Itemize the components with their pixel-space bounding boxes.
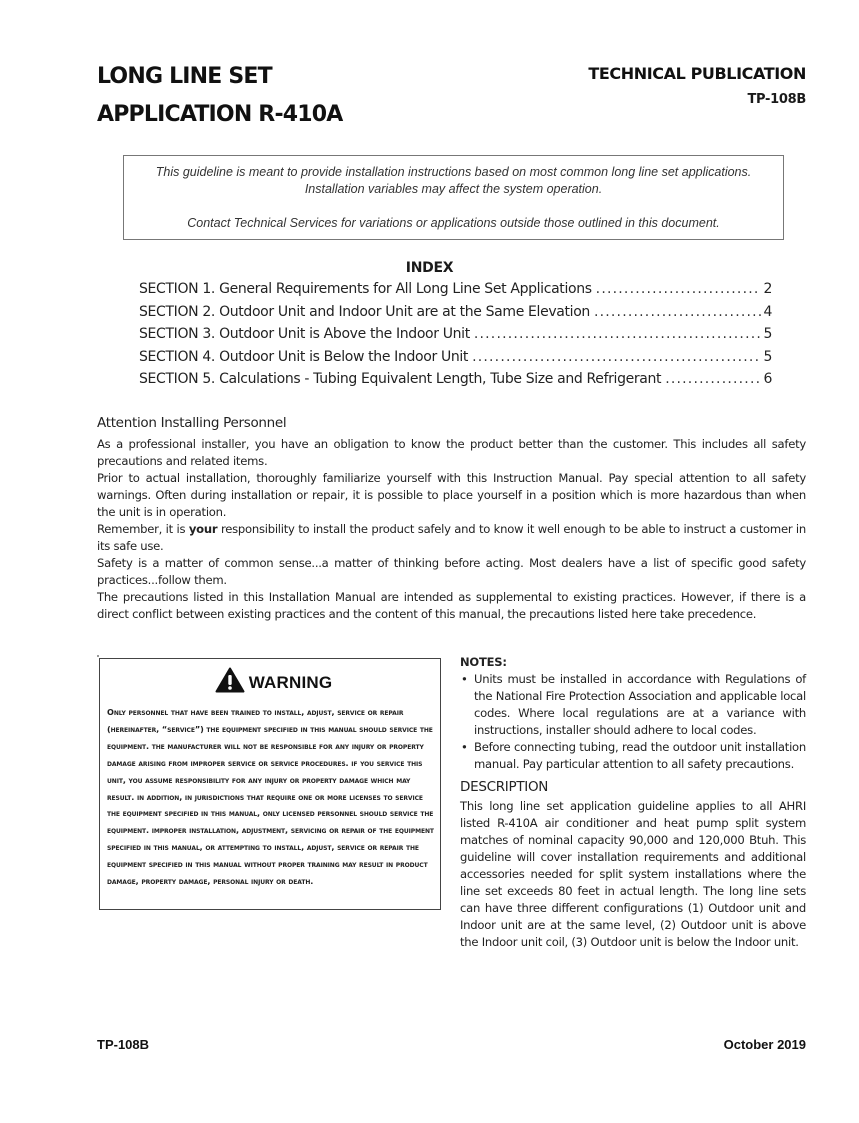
document-title-line-1: LONG LINE SET	[97, 64, 272, 89]
index-item-page: 5	[763, 348, 772, 365]
bullet-icon: •	[461, 672, 468, 686]
leader-dots	[594, 304, 761, 320]
attention-heading: Attention Installing Personnel	[97, 415, 287, 431]
leader-dots	[665, 371, 761, 387]
margin-dot	[97, 655, 99, 657]
index-item-label: SECTION 1. General Requirements for All Long Line Set Applications	[139, 281, 592, 297]
index-item-section-1[interactable]	[139, 281, 772, 304]
footer-code: TP-108B	[97, 1037, 150, 1052]
text-run: Remember, it is	[97, 522, 189, 537]
attention-paragraph-3	[97, 521, 806, 555]
right-column	[460, 655, 806, 951]
warning-triangle-icon	[215, 667, 245, 698]
index-item-page: 6	[763, 371, 772, 388]
index-item-label: SECTION 3. Outdoor Unit is Above the Indoor Unit	[139, 326, 470, 343]
warning-box	[99, 658, 441, 910]
bullet-icon: •	[461, 740, 468, 754]
emphasis-your: your	[188, 522, 218, 537]
notice-line-1: This guideline is meant to provide installation instructions based on most common long line set applications.	[155, 165, 752, 179]
warning-header	[113, 667, 434, 698]
index-item-section-2[interactable]	[139, 304, 772, 327]
publication-code: TP-108B	[747, 92, 806, 107]
document-title-line-2: APPLICATION R-410A	[97, 102, 343, 127]
index-item-section-3[interactable]	[139, 326, 772, 349]
leader-dots	[472, 349, 761, 365]
index-item-label: SECTION 4. Outdoor Unit is Below the Indoor Unit	[139, 348, 469, 365]
index-item-section-5[interactable]	[139, 371, 772, 394]
index-item-section-4[interactable]	[139, 349, 772, 372]
note-text: Units must be installed in accordance with Regulations of the National Fire Protection Association and applicable local codes. Where local regulations are at a variance with instructions, installer should adhere to local codes.	[474, 672, 806, 737]
text-run: responsibility to install the product safely and to know it well enough to be able to instruct a customer in its safe use.	[97, 522, 806, 554]
notes-heading: NOTES:	[460, 655, 507, 669]
description-heading: DESCRIPTION	[460, 779, 549, 795]
index-item-page: 4	[763, 303, 772, 320]
attention-paragraph-2: Prior to actual installation, thoroughly familiarize yourself with this Instruction Manual. Pay special attention to all safety warnings. Often during installation or repair, it is possible to place yourself in a position which is more hazardous than when the unit is in operation.	[97, 471, 806, 520]
attention-paragraph-4: Safety is a matter of common sense...a matter of thinking before acting. Most dealers have a list of specific good safety practices...follow them.	[97, 556, 806, 588]
notice-box	[123, 155, 784, 240]
index-item-label: SECTION 5. Calculations - Tubing Equivalent Length, Tube Size and Refrigerant	[139, 371, 662, 388]
notes-list	[460, 671, 806, 773]
warning-text: Only personnel that have been trained to install, adjust, service or repair (hereinafter, “service”) the equipment specified in this manual should service the equipment. the manufacturer will not be responsible for any injury or property damage arising from improper service or service procedures. if you service this unit, you assume responsibility for any injury or property damage which may result. in addition, in jurisdictions that require one or more licenses to service the equipment specified in this manual, only licensed personnel should service the equipment. improper installation, adjustment, servicing or repair of the equipment specified in this manual, or attempting to install, adjust, service or repair the equipment specified in this manual without proper training may result in product damage, property damage, personal injury or death.	[107, 707, 434, 887]
leader-dots	[474, 326, 762, 342]
note-text: Before connecting tubing, read the outdoor unit installation manual. Pay particular attention to all safety precautions.	[474, 740, 806, 771]
attention-paragraph-1: As a professional installer, you have an obligation to know the product better than the customer. This includes all safety precautions and related items.	[97, 437, 806, 469]
index-list	[139, 281, 772, 394]
attention-body	[97, 436, 806, 624]
leader-dots	[596, 281, 762, 297]
index-title: INDEX	[405, 260, 454, 276]
notice-line-2: Installation variables may affect the system operation.	[304, 182, 603, 196]
attention-paragraph-5: The precautions listed in this Installation Manual are intended as supplemental to existing practices. However, if there is a direct conflict between existing practices and the content of this manual, the precautions listed here take precedence.	[97, 590, 806, 622]
note-item	[460, 671, 806, 739]
note-item	[460, 739, 806, 773]
footer-date: October 2019	[723, 1037, 806, 1052]
publication-type: TECHNICAL PUBLICATION	[588, 64, 806, 83]
warning-label: WARNING	[248, 672, 333, 692]
description-text: This long line set application guideline applies to all AHRI listed R-410A air conditioner and heat pump split system matches of nominal capacity 90,000 and 120,000 Btuh. This guideline will cover installation requirements and additional accessories needed for split system installations where the line set exceeds 80 feet in actual length. The long line sets can have three different configurations (1) Outdoor unit and Indoor unit are at the same level, (2) Outdoor unit is above the Indoor unit coil, (3) Outdoor unit is below the Indoor unit.	[460, 799, 806, 950]
index-item-label: SECTION 2. Outdoor Unit and Indoor Unit are at the Same Elevation	[139, 303, 590, 320]
index-item-page: 5	[763, 326, 772, 343]
notice-line-3: Contact Technical Services for variations or applications outside those outlined in this document.	[187, 216, 720, 230]
index-item-page: 2	[763, 281, 772, 297]
